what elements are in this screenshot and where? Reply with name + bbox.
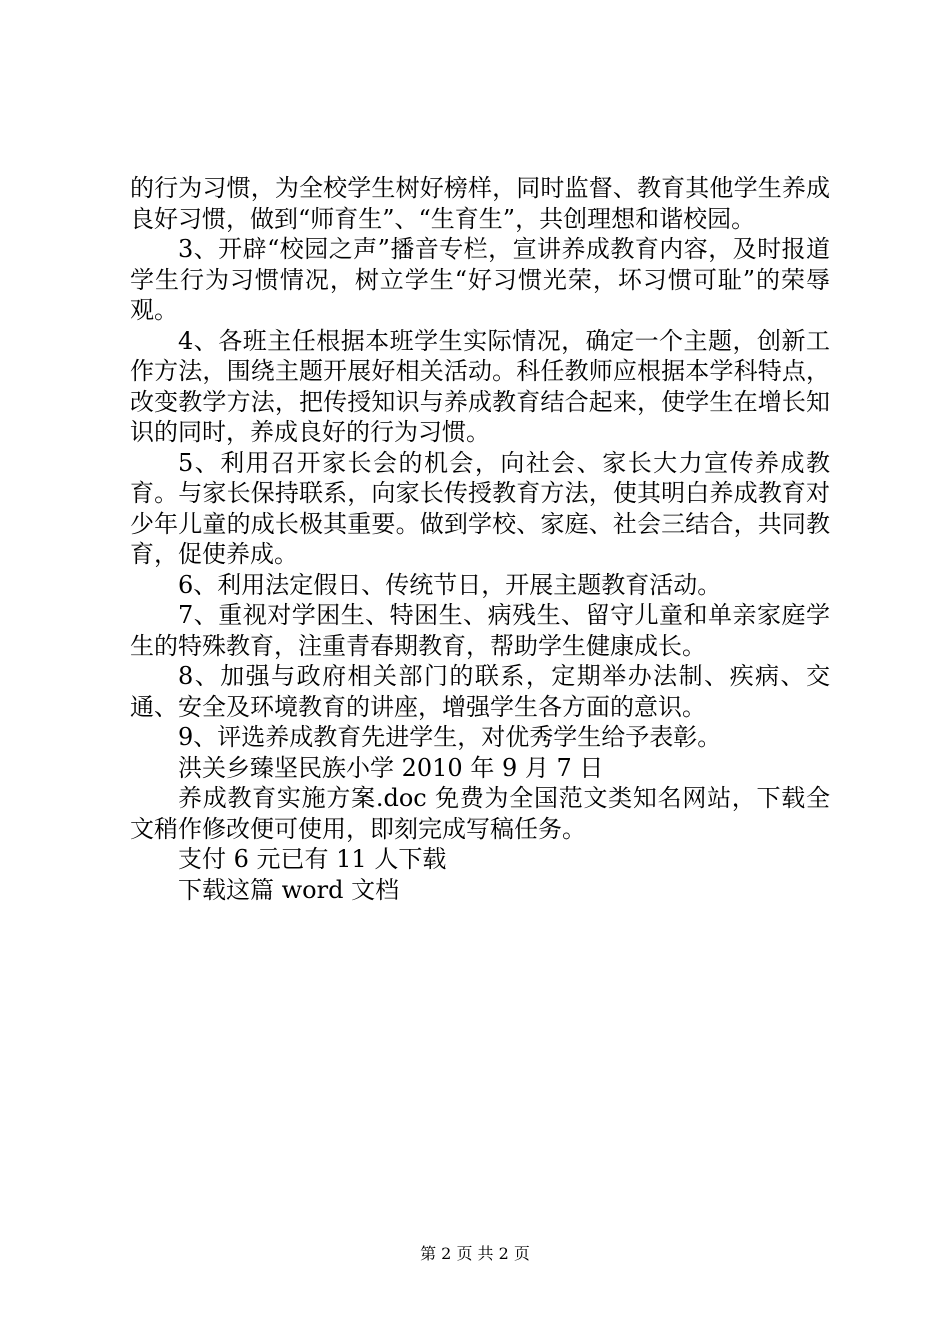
paragraph-item-6: 6、利用法定假日、传统节日，开展主题教育活动。 — [178, 570, 722, 599]
page-footer: 第 2 页 共 2 页 — [420, 1244, 530, 1263]
paragraph-continued: 的行为习惯，为全校学生树好榜样，同时监督、教育其他学生养成良好习惯，做到“师育生”、“生育生”，共创理想和谐校园。 — [130, 174, 830, 233]
signature-date: 洪关乡臻坚民族小学 2010 年 9 月 7 日 — [178, 753, 604, 782]
document-body — [130, 173, 830, 905]
paragraph-item-4: 4、各班主任根据本班学生实际情况，确定一个主题，创新工作方法，围绕主题开展好相关活动。科任教师应根据本学科特点，改变教学方法，把传授知识与养成教育结合起来，使学生在增长知识的同时，养成良好的行为习惯。 — [130, 326, 830, 446]
payment-info[interactable]: 支付 6 元已有 11 人下载 — [178, 845, 447, 873]
paragraph-item-3: 3、开辟“校园之声”播音专栏，宣讲养成教育内容，及时报道学生行为习惯情况，树立学生“好习惯光荣，坏习惯可耻”的荣辱观。 — [130, 235, 830, 324]
paragraph-item-5: 5、利用召开家长会的机会，向社会、家长大力宣传养成教育。与家长保持联系，向家长传授教育方法，使其明白养成教育对少年儿童的成长极其重要。做到学校、家庭、社会三结合，共同教育，促使养成。 — [130, 448, 830, 568]
download-link[interactable]: 下载这篇 word 文档 — [178, 875, 400, 904]
download-notice: 养成教育实施方案.doc 免费为全国范文类知名网站，下载全文稍作修改便可使用，即刻完成写稿任务。 — [130, 784, 830, 843]
paragraph-item-7: 7、重视对学困生、特困生、病残生、留守儿童和单亲家庭学生的特殊教育，注重青春期教育，帮助学生健康成长。 — [130, 601, 830, 660]
paragraph-item-9: 9、评选养成教育先进学生，对优秀学生给予表彰。 — [178, 723, 722, 751]
paragraph-item-8: 8、加强与政府相关部门的联系，定期举办法制、疾病、交通、安全及环境教育的讲座，增强学生各方面的意识。 — [130, 662, 830, 721]
